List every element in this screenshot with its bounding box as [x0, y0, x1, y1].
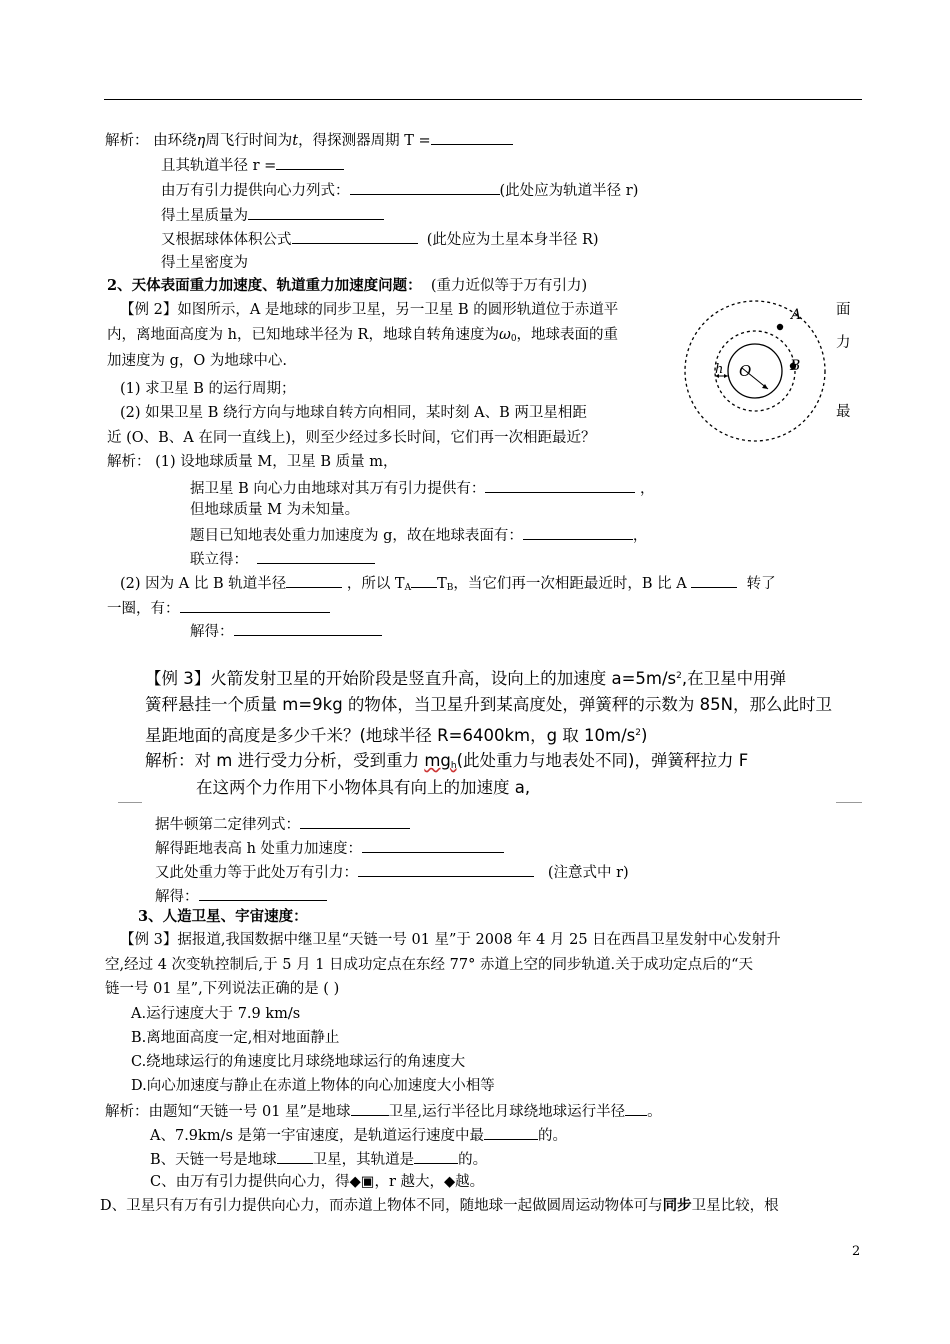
ex2-question-2a: (2) 如果卫星 B 绕行方向与地球自转方向相同，某时刻 A、B 两卫星相距	[120, 405, 587, 421]
ex2-solution-7: 一圈，有：	[107, 597, 330, 619]
ex2-side-char: 最	[836, 404, 851, 420]
answer-blank[interactable]	[431, 129, 513, 145]
ex3b-option-a: A.运行速度大于 7.9 km/s	[131, 1006, 301, 1022]
ex1-line3: 由万有引力提供向心力列式： (此处应为轨道半径 r)	[161, 179, 638, 201]
answer-blank[interactable]	[362, 837, 504, 853]
ex2-solution-8: 解得：	[190, 620, 382, 642]
answer-blank[interactable]	[691, 572, 737, 588]
ex1-line2: 且其轨道半径 r =	[161, 154, 344, 176]
orbit-b	[715, 331, 795, 411]
ex2-side-char: 力	[836, 335, 851, 351]
ex2-problem-line3: 加速度为 g，O 为地球中心.	[107, 353, 287, 369]
orbit-a	[685, 301, 825, 441]
answer-blank[interactable]	[300, 813, 410, 829]
ex3b-solution-1: 解析：由题知“天链一号 01 星”是地球 卫星,运行半径比月球绕地球运行半径 。	[105, 1100, 662, 1122]
answer-blank[interactable]	[276, 154, 344, 170]
answer-blank[interactable]	[625, 1100, 647, 1116]
header-rule	[104, 99, 862, 100]
answer-blank[interactable]	[358, 861, 534, 877]
ex3b-problem-line1: 【例 3】据报道,我国数据中继卫星“天链一号 01 星”于 2008 年 4 月 25 日在西昌卫星发射中心发射升	[120, 932, 781, 948]
ex3b-option-d: D.向心加速度与静止在赤道上物体的向心加速度大小相等	[131, 1078, 495, 1094]
ex2-solution-1: 解析： (1) 设地球质量 M，卫星 B 质量 m，	[107, 454, 398, 470]
ex3b-solution-3: B、天链一号是地球 卫星，其轨道是 的。	[150, 1148, 487, 1170]
ex1-line6: 得土星密度为	[161, 255, 248, 271]
ex2-solution-4: 题目已知地表处重力加速度为 g，故在地球表面有： ，	[190, 524, 647, 546]
ex3b-option-b: B.离地面高度一定,相对地面静止	[131, 1030, 340, 1046]
answer-blank[interactable]	[286, 572, 342, 588]
ex3b-solution-5: D、卫星只有万有引力提供向心力，而赤道上物体不同，随地球一起做圆周运动物体可与同步卫星比较，根	[100, 1197, 779, 1214]
margin-dash	[836, 802, 862, 803]
label-a: A	[791, 307, 802, 323]
ex2-question-2b: 近 (O、B、A 在同一直线上)，则至少经过多长时间，它们再一次相距最近？	[107, 430, 596, 446]
ex3a-solution-line2: 在这两个力作用下小物体具有向上的加速度 a,	[196, 778, 531, 797]
ex1-line5: 又根据球体体积公式 (此处应为土星本身半径 R)	[161, 228, 599, 250]
label-h: h	[715, 362, 724, 377]
answer-blank[interactable]	[292, 228, 418, 244]
ex2-problem-line2: 内，离地面高度为 h，已知地球半径为 R，地球自转角速度为$\omega_0$，地球表面的重	[107, 327, 619, 344]
answer-blank[interactable]	[199, 885, 327, 901]
ex3b-problem-line3: 链一号 01 星”,下列说法正确的是 ( )	[105, 981, 340, 997]
ex2-problem-line1: 【例 2】如图所示，A 是地球的同步卫星，另一卫星 B 的圆形轨道位于赤道平	[120, 302, 619, 318]
ex2-side-char: 面	[836, 302, 851, 318]
answer-blank[interactable]	[248, 204, 384, 220]
answer-blank[interactable]	[484, 1124, 538, 1140]
answer-blank[interactable]	[350, 179, 500, 195]
answer-blank[interactable]	[234, 620, 382, 636]
answer-blank[interactable]	[257, 548, 375, 564]
answer-blank[interactable]	[411, 572, 437, 588]
label-o: O	[739, 362, 752, 380]
answer-blank[interactable]	[414, 1148, 458, 1164]
answer-blank[interactable]	[523, 524, 633, 540]
ex2-solution-2: 据卫星 B 向心力由地球对其万有引力提供有： ，	[190, 477, 654, 499]
answer-blank[interactable]	[351, 1100, 389, 1116]
ex3b-problem-line2: 空,经过 4 次变轨控制后,于 5 月 1 日成功定点在东经 77° 赤道上空的同步轨道.关于成功定点后的“天	[105, 957, 753, 973]
answer-blank[interactable]	[180, 597, 330, 613]
ex3a-problem-line1: 【例 3】火箭发射卫星的开始阶段是竖直升高，设向上的加速度 $a=5m/s^2$,在卫星中用弹	[145, 669, 787, 688]
ex3a-solution-line1: 解析：对 m 进行受力分析，受到重力 $mg_h$(此处重力与地表处不同)，弹簧秤拉力 F	[145, 751, 749, 771]
section-2-heading: 2、天体表面重力加速度、轨道重力加速度问题： (重力近似等于万有引力)	[107, 277, 588, 294]
ex3a-step-4: 解得：	[155, 885, 327, 907]
ex2-question-1: (1) 求卫星 B 的运行周期；	[120, 381, 296, 397]
ex3b-solution-4: C、由万有引力提供向心力，得◆▣，r 越大，◆越。	[150, 1174, 485, 1190]
ex2-solution-6: (2) 因为 A 比 B 轨道半径 ，所以 $T_A$ $T_B$，当它们再一次相距最近时，B 比 A 转了	[120, 572, 776, 598]
ex3a-step-2: 解得距地表高 h 处重力加速度：	[155, 837, 504, 859]
ex3a-step-3: 又此处重力等于此处万有引力： (注意式中 r)	[155, 861, 629, 883]
label-b: B	[790, 358, 801, 374]
ex2-solution-5: 联立得：	[190, 548, 375, 570]
answer-blank[interactable]	[277, 1148, 313, 1164]
ex3a-problem-line3: 星距地面的高度是多少千米？(地球半径 R=6400km，g 取 $10m/s^2$)	[145, 726, 648, 745]
section-3-heading: 3、人造卫星、宇宙速度：	[138, 908, 308, 925]
ex3b-solution-2: A、7.9km/s 是第一宇宙速度，是轨道运行速度中最 的。	[150, 1124, 567, 1146]
ex3a-step-1: 据牛顿第二定律列式：	[155, 813, 410, 835]
page-number: 2	[852, 1244, 861, 1259]
orbit-diagram	[680, 296, 830, 446]
ex1-line4: 得土星质量为	[161, 204, 384, 226]
ex1-line1: 解析： 由环绕η周飞行时间为t，得探测器周期 T =	[105, 129, 513, 151]
satellite-a	[777, 324, 783, 330]
earth	[728, 344, 782, 398]
margin-dash	[118, 802, 142, 803]
answer-blank[interactable]	[485, 477, 635, 493]
ex2-solution-3: 但地球质量 M 为未知量。	[190, 502, 360, 518]
ex3a-problem-line2: 簧秤悬挂一个质量 m=9kg 的物体，当卫星升到某高度处，弹簧秤的示数为 85N，那么此时卫	[145, 695, 832, 714]
ex3b-option-c: C.绕地球运行的角速度比月球绕地球运行的角速度大	[131, 1054, 466, 1070]
